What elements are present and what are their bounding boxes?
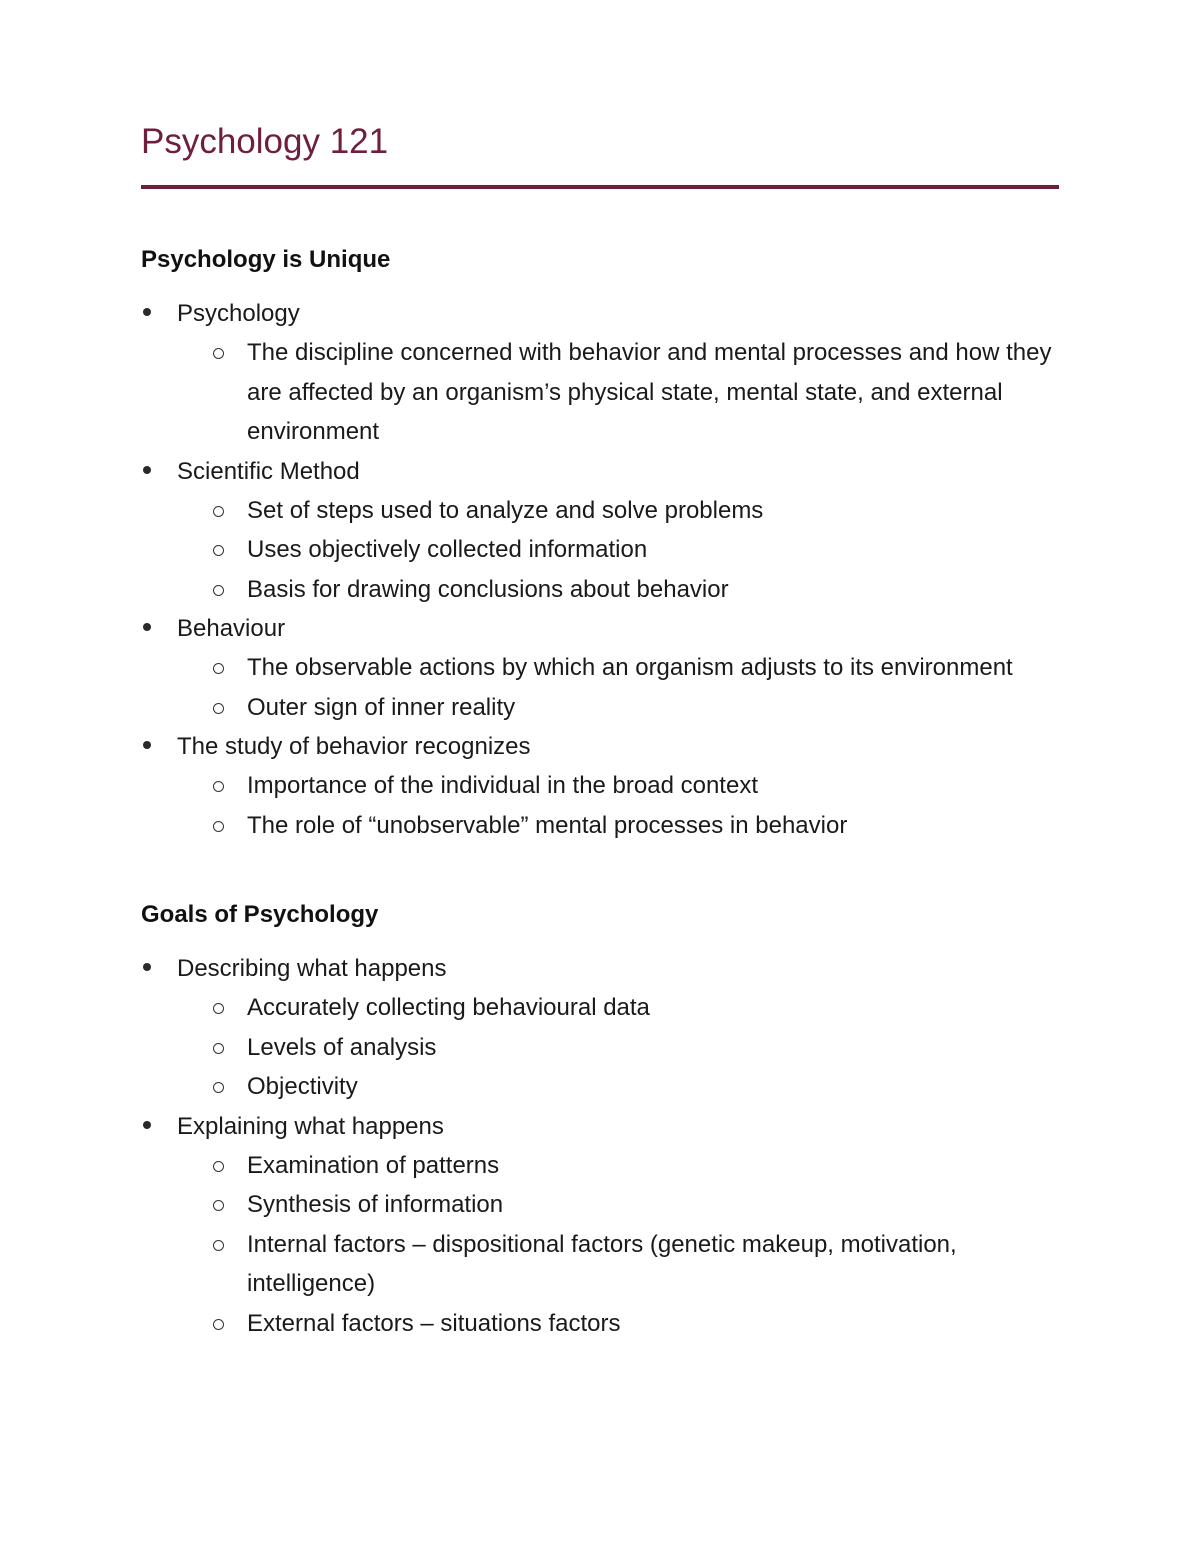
sub-item-text: The role of “unobservable” mental processes in behavior bbox=[247, 811, 848, 839]
sub-item bbox=[141, 688, 1059, 728]
sub-item-text: Synthesis of information bbox=[247, 1191, 504, 1218]
section-heading: Goals of Psychology bbox=[141, 901, 379, 928]
bullet-label: Behaviour bbox=[177, 615, 286, 642]
sub-item bbox=[141, 988, 1059, 1028]
circle-bullet-icon bbox=[213, 1003, 224, 1014]
circle-bullet-icon bbox=[213, 1319, 224, 1330]
bullet-label: Psychology bbox=[177, 300, 300, 327]
sub-item bbox=[141, 1028, 1059, 1068]
sub-item bbox=[141, 333, 1059, 452]
sub-item bbox=[141, 1304, 1059, 1344]
sub-item-text: The observable actions by which an organism adjusts to its environment bbox=[247, 654, 1013, 681]
sub-list bbox=[141, 333, 1059, 452]
sub-list bbox=[141, 491, 1059, 610]
sub-item-text: Examination of patterns bbox=[247, 1151, 500, 1179]
sub-item bbox=[141, 1146, 1059, 1186]
section-goals-of-psychology bbox=[141, 898, 1059, 1343]
sub-item-text: Internal factors – dispositional factors (genetic makeup, motivation, intelligence) bbox=[247, 1230, 957, 1297]
bullet-icon bbox=[143, 308, 151, 316]
sub-item-text: Set of steps used to analyze and solve problems bbox=[247, 496, 764, 524]
sub-item bbox=[141, 766, 1059, 806]
sub-item-text: Accurately collecting behavioural data bbox=[247, 994, 650, 1021]
section-psychology-is-unique bbox=[141, 243, 1059, 845]
sub-list bbox=[141, 1146, 1059, 1344]
sub-list bbox=[141, 988, 1059, 1107]
sub-item-text: Importance of the individual in the broad context bbox=[247, 772, 758, 799]
bullet-icon bbox=[143, 741, 151, 749]
title-divider bbox=[141, 185, 1059, 189]
circle-bullet-icon bbox=[213, 1200, 224, 1211]
bullet-label: Describing what happens bbox=[177, 955, 447, 982]
circle-bullet-icon bbox=[213, 1043, 224, 1054]
list-item bbox=[141, 452, 1059, 610]
bullet-label: The study of behavior recognizes bbox=[177, 733, 531, 760]
sub-item-text: Outer sign of inner reality bbox=[247, 693, 516, 721]
sub-item bbox=[141, 648, 1059, 688]
sub-item-text: External factors – situations factors bbox=[247, 1309, 621, 1337]
circle-bullet-icon bbox=[213, 585, 224, 596]
list-item bbox=[141, 294, 1059, 452]
list-item bbox=[141, 949, 1059, 1107]
sub-item bbox=[141, 1225, 1059, 1304]
circle-bullet-icon bbox=[213, 663, 224, 674]
sub-item-text: Objectivity bbox=[247, 1073, 358, 1100]
section-heading: Psychology is Unique bbox=[141, 246, 391, 273]
sub-item-text: Levels of analysis bbox=[247, 1033, 437, 1061]
sub-item bbox=[141, 1185, 1059, 1225]
bullet-icon bbox=[143, 466, 151, 474]
sub-item-text: The discipline concerned with behavior and mental processes and how they are affected by an organism’s physical state, mental state, and external environment bbox=[247, 339, 1052, 445]
circle-bullet-icon bbox=[213, 703, 224, 714]
circle-bullet-icon bbox=[213, 1082, 224, 1093]
sub-item bbox=[141, 491, 1059, 531]
bullet-label: Scientific Method bbox=[177, 457, 360, 485]
bullet-icon bbox=[143, 623, 151, 631]
bullet-list bbox=[141, 949, 1059, 1343]
circle-bullet-icon bbox=[213, 821, 224, 832]
circle-bullet-icon bbox=[213, 1240, 224, 1251]
sub-item bbox=[141, 1067, 1059, 1107]
circle-bullet-icon bbox=[213, 1161, 224, 1172]
sub-list bbox=[141, 766, 1059, 845]
list-item bbox=[141, 609, 1059, 727]
bullet-icon bbox=[143, 1121, 151, 1129]
bullet-list bbox=[141, 294, 1059, 845]
sub-item bbox=[141, 530, 1059, 570]
sub-item bbox=[141, 570, 1059, 610]
circle-bullet-icon bbox=[213, 348, 224, 359]
bullet-label: Explaining what happens bbox=[177, 1112, 444, 1140]
page-title: Psychology 121 bbox=[141, 122, 389, 161]
sub-item bbox=[141, 806, 1059, 846]
circle-bullet-icon bbox=[213, 545, 224, 556]
sub-item-text: Uses objectively collected information bbox=[247, 536, 648, 563]
bullet-icon bbox=[143, 963, 151, 971]
list-item bbox=[141, 727, 1059, 845]
circle-bullet-icon bbox=[213, 781, 224, 792]
circle-bullet-icon bbox=[213, 506, 224, 517]
list-item bbox=[141, 1107, 1059, 1344]
sub-list bbox=[141, 648, 1059, 727]
sub-item-text: Basis for drawing conclusions about behavior bbox=[247, 575, 729, 603]
